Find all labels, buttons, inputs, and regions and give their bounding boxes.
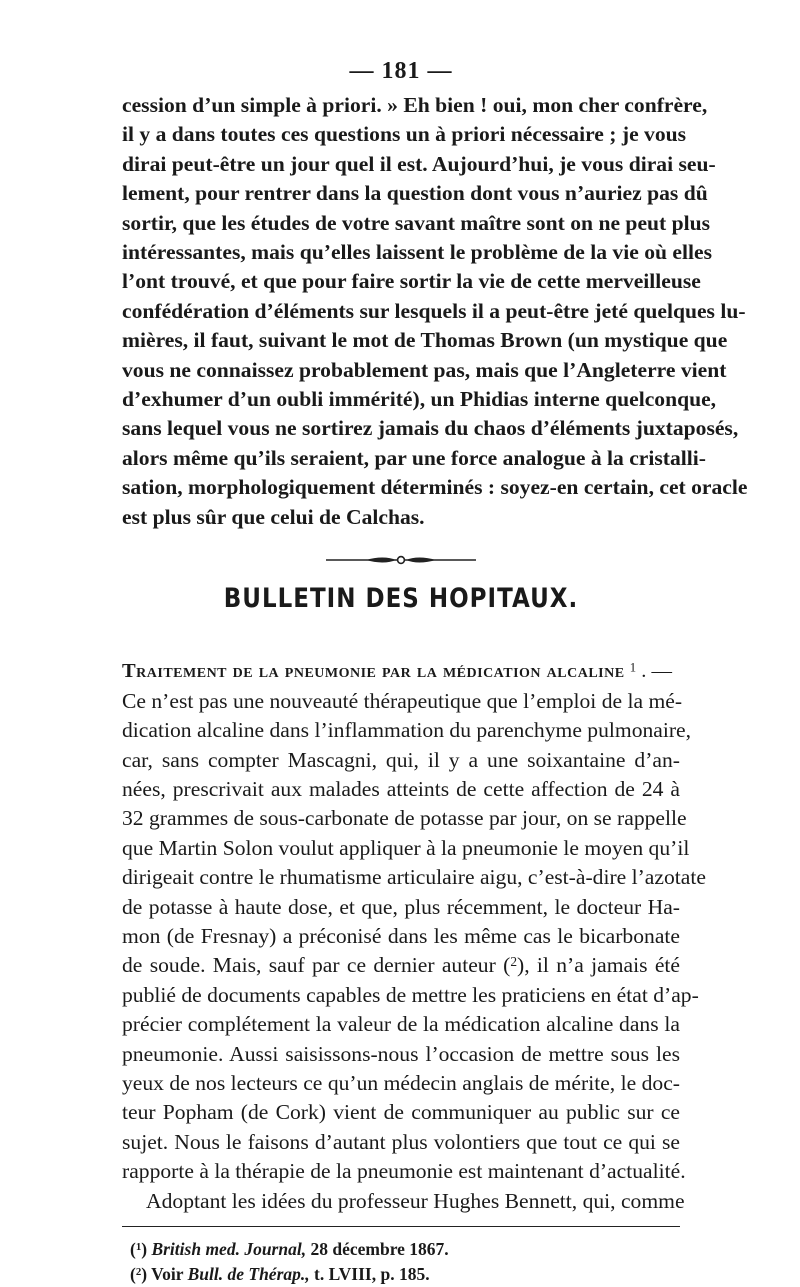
text-line: vous ne connaissez probablement pas, mais que l’Angleterre vient: [122, 357, 727, 382]
text-line: que Martin Solon voulut appliquer à la pneumonie le moyen qu’il: [122, 835, 690, 860]
text-line: Ce n’est pas une nouveauté thérapeutique que l’emploi de la mé-: [122, 688, 683, 713]
text-line: confédération d’éléments sur lesquels il a peut-être jeté quelques lu-: [122, 298, 746, 323]
text-line: cession d’un simple à priori. » Eh bien ! oui, mon cher confrère,: [122, 93, 708, 117]
heading-dash: . —: [641, 660, 672, 683]
text-line: sortir, que les études de votre savant maître sont on ne peut plus: [122, 210, 711, 235]
page-number: — 181 —: [349, 58, 453, 84]
text-line: il y a dans toutes ces questions un à priori nécessaire ; je vous: [122, 122, 687, 147]
footnote-rule: [122, 1226, 680, 1227]
text-line: est plus sûr que celui de Calchas.: [122, 504, 425, 529]
intro-paragraph: [122, 91, 748, 532]
text-line: dication alcaline dans l’inflammation du parenchyme pulmonaire,: [122, 718, 692, 743]
text-line-with-ref: de soude. Mais, sauf par ce dernier auteur ($^2$), il n’a jamais été: [122, 953, 680, 978]
page: [122, 58, 748, 1287]
text-line: de potasse à haute dose, et que, plus récemment, le docteur Ha-: [122, 894, 680, 919]
text-line: rapporte à la thérapie de la pneumonie est maintenant d’actualité.: [122, 1159, 686, 1184]
footnote-lead: Voir: [147, 1264, 188, 1284]
footnote: ($^2$) Voir Bull. de Thérap., t. LVIII, p. 185.: [130, 1264, 430, 1284]
footnote-ref: 2: [510, 954, 517, 970]
text-line: mières, il faut, suivant le mot de Thomas Brown (un mystique que: [122, 328, 728, 353]
text-line: sans lequel vous ne sortirez jamais du chaos d’éléments juxtaposés,: [122, 416, 739, 441]
text-line: Adoptant les idées du professeur Hughes Bennett, qui, comme: [146, 1188, 685, 1213]
footnote-mark: 2: [135, 1266, 142, 1279]
article-heading-text: Traitement de la pneumonie par la médication alcaline: [122, 660, 625, 683]
text-line: d’exhumer d’un oubli immérité), un Phidias interne quelconque,: [122, 387, 717, 412]
text-line: sujet. Nous le faisons d’autant plus volontiers que tout ce qui se: [122, 1129, 680, 1154]
text-line: l’ont trouvé, et que pour faire sortir la vie de cette merveilleuse: [122, 269, 701, 294]
footnote: ($^1$) British med. Journal, 28 décembre 1867.: [130, 1239, 449, 1259]
text-line: dirigeait contre le rhumatisme articulaire aigu, c’est-à-dire l’azotate: [122, 865, 706, 890]
text-line: teur Popham (de Cork) vient de communiquer au public sur ce: [122, 1100, 680, 1125]
article-heading: [122, 656, 680, 687]
text-segment: de soude. Mais, sauf par ce dernier auteur: [122, 953, 496, 978]
text-segment: , il n’a jamais été: [524, 953, 680, 978]
text-line: précier complétement la valeur de la médication alcaline dans la: [122, 1012, 680, 1037]
footnote-source: British med. Journal,: [151, 1239, 307, 1259]
footnote-text: t. LVIII, p. 185.: [309, 1264, 430, 1284]
footnote-ref: 1: [629, 660, 637, 675]
text-line: intéressantes, mais qu’elles laissent le problème de la vie où elles: [122, 240, 712, 265]
article-body: [122, 687, 706, 1216]
ornament-divider: [326, 554, 476, 566]
text-line: alors même qu’ils seraient, par une force analogue à la cristalli-: [122, 445, 706, 470]
footnote-source: Bull. de Thérap.,: [187, 1264, 310, 1284]
text-line: mon (de Fresnay) a préconisé dans les même cas le bicarbonate: [122, 923, 680, 948]
text-line: yeux de nos lecteurs ce qu’un médecin anglais de mérite, le doc-: [122, 1070, 680, 1095]
text-line: car, sans compter Mascagni, qui, il y a une soixantaine d’an-: [122, 747, 680, 772]
text-line: lement, pour rentrer dans la question dont vous n’auriez pas dû: [122, 181, 708, 206]
text-line: dirai peut-être un jour quel il est. Aujourd’hui, je vous dirai seu-: [122, 151, 716, 176]
text-line: publié de documents capables de mettre les praticiens en état d’ap-: [122, 982, 699, 1007]
text-line: pneumonie. Aussi saisissons-nous l’occasion de mettre sous les: [122, 1041, 680, 1066]
footnote-text: 28 décembre 1867.: [306, 1239, 449, 1259]
text-line: sation, morphologiquement déterminés : soyez-en certain, cet oracle: [122, 475, 748, 500]
footnote-mark: 1: [135, 1241, 142, 1254]
section-title: BULLETIN DES HOPITAUX.: [223, 584, 579, 615]
text-line: nées, prescrivait aux malades atteints de cette affection de 24 à: [122, 776, 680, 801]
text-line: 32 grammes de sous-carbonate de potasse par jour, on se rappelle: [122, 806, 687, 831]
